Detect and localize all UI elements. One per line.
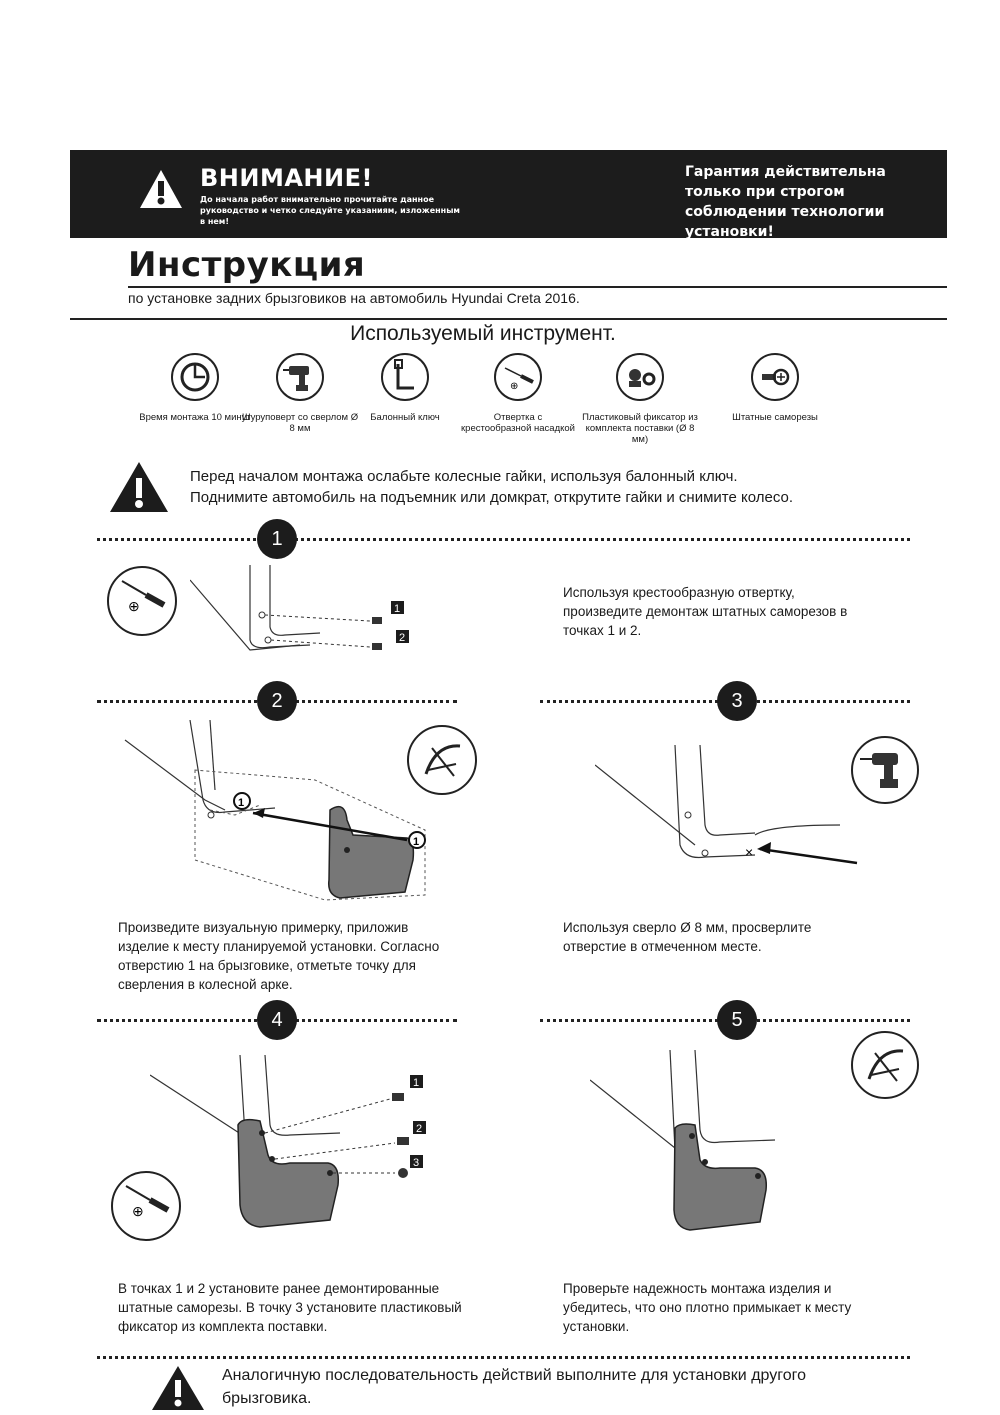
screw-icon — [397, 1137, 409, 1145]
marker-1: 1 — [238, 797, 245, 809]
tool-label: Штатные саморезы — [732, 412, 818, 423]
screwdriver-icon — [106, 565, 178, 637]
screw-icon — [372, 617, 382, 624]
step-description: Используя сверло Ø 8 мм, просверлите отверстие в отмеченном месте. — [563, 920, 812, 954]
prep-note-line1: Перед началом монтажа ослабьте колесные гайки, используя балонный ключ. — [190, 468, 738, 485]
step-number: 5 — [717, 1000, 757, 1040]
step5-diagram — [590, 1050, 810, 1235]
tool-label: Время монтажа 10 минут — [139, 412, 251, 423]
title-divider — [128, 286, 947, 288]
screw-icon — [372, 643, 382, 650]
marker-1: 1 — [413, 836, 420, 848]
marker-1: 1 — [413, 1077, 420, 1089]
clip-icon — [398, 1168, 408, 1178]
wrench-icon — [380, 352, 430, 402]
warning-icon — [150, 1364, 206, 1412]
warning-subtitle: До начала работ внимательно прочитайте данное руководство и четко следуйте указаниям, изложенным в нем! — [200, 195, 460, 226]
guarantee-text: Гарантия действительна только при строгом соблюдении технологии установки! — [685, 164, 886, 240]
marker-3: 3 — [413, 1157, 420, 1169]
svg-text:×: × — [745, 844, 754, 860]
warning-title: ВНИМАНИЕ! — [200, 164, 373, 192]
eye-check-icon — [850, 1030, 920, 1100]
step-description: Произведите визуальную примерку, приложив изделие к месту планируемой установки. Согласно отверстию 1 на брызговике, отметьте точку для сверления в колесной арке. — [118, 920, 440, 992]
tool-label: Отвертка с крестообразной насадкой — [461, 412, 575, 434]
tool-time — [135, 352, 255, 423]
step-description: В точках 1 и 2 установите ранее демонтированные штатные саморезы. В точку 3 установите пластиковый фиксатор из комплекта поставки. — [118, 1281, 462, 1334]
warning-banner — [70, 150, 947, 238]
step-divider — [97, 1356, 910, 1359]
tool-drill — [240, 352, 360, 434]
prep-note-line2: Поднимите автомобиль на подъемник или домкрат, открутите гайки и снимите колесо. — [190, 489, 793, 506]
step2-diagram — [115, 720, 440, 905]
step-number: 3 — [717, 681, 757, 721]
svg-text:⊕: ⊕ — [128, 598, 140, 614]
step-number: 1 — [257, 519, 297, 559]
drill-icon — [850, 735, 920, 805]
marker-1: 1 — [394, 603, 401, 615]
screw-icon — [392, 1093, 404, 1101]
marker-2: 2 — [416, 1123, 423, 1135]
section-divider — [70, 318, 947, 320]
tool-label: Балонный ключ — [370, 412, 440, 423]
step1-diagram — [190, 555, 430, 665]
svg-text:⊕: ⊕ — [132, 1203, 144, 1219]
step3-diagram — [595, 745, 860, 885]
screwdriver-icon — [493, 352, 543, 402]
drill-icon — [275, 352, 325, 402]
step-divider — [97, 538, 910, 541]
tools-heading: Используемый инструмент. — [350, 322, 616, 345]
step-description: Проверьте надежность монтажа изделия и убедитесь, что оно плотно примыкает к месту установки. — [563, 1281, 852, 1334]
tool-wrench — [345, 352, 465, 423]
page-subtitle: по установке задних брызговиков на автомобиль Hyundai Creta 2016. — [128, 290, 580, 306]
step-number: 4 — [257, 1000, 297, 1040]
svg-text:⊕: ⊕ — [510, 381, 519, 392]
tool-screw — [715, 352, 835, 423]
step-number: 2 — [257, 681, 297, 721]
tool-clip — [580, 352, 700, 445]
final-note: Аналогичную последовательность действий выполните для установки другого брызговика. — [222, 1367, 807, 1407]
tool-screwdriver — [458, 352, 578, 434]
warning-icon — [138, 168, 184, 210]
step4-diagram — [150, 1055, 440, 1230]
screwdriver-icon — [110, 1170, 182, 1242]
step-description: Используя крестообразную отвертку, произведите демонтаж штатных саморезов в точках 1 и 2. — [563, 585, 848, 638]
warning-icon — [108, 460, 170, 514]
page-title: Инструкция — [128, 245, 366, 285]
screw-icon — [750, 352, 800, 402]
clock-icon — [170, 352, 220, 402]
clip-icon — [615, 352, 665, 402]
marker-2: 2 — [399, 632, 406, 644]
tool-label: Пластиковый фиксатор из комплекта поставки (Ø 8 мм) — [582, 412, 698, 445]
tool-label: Шуруповерт со сверлом Ø 8 мм — [241, 412, 359, 434]
